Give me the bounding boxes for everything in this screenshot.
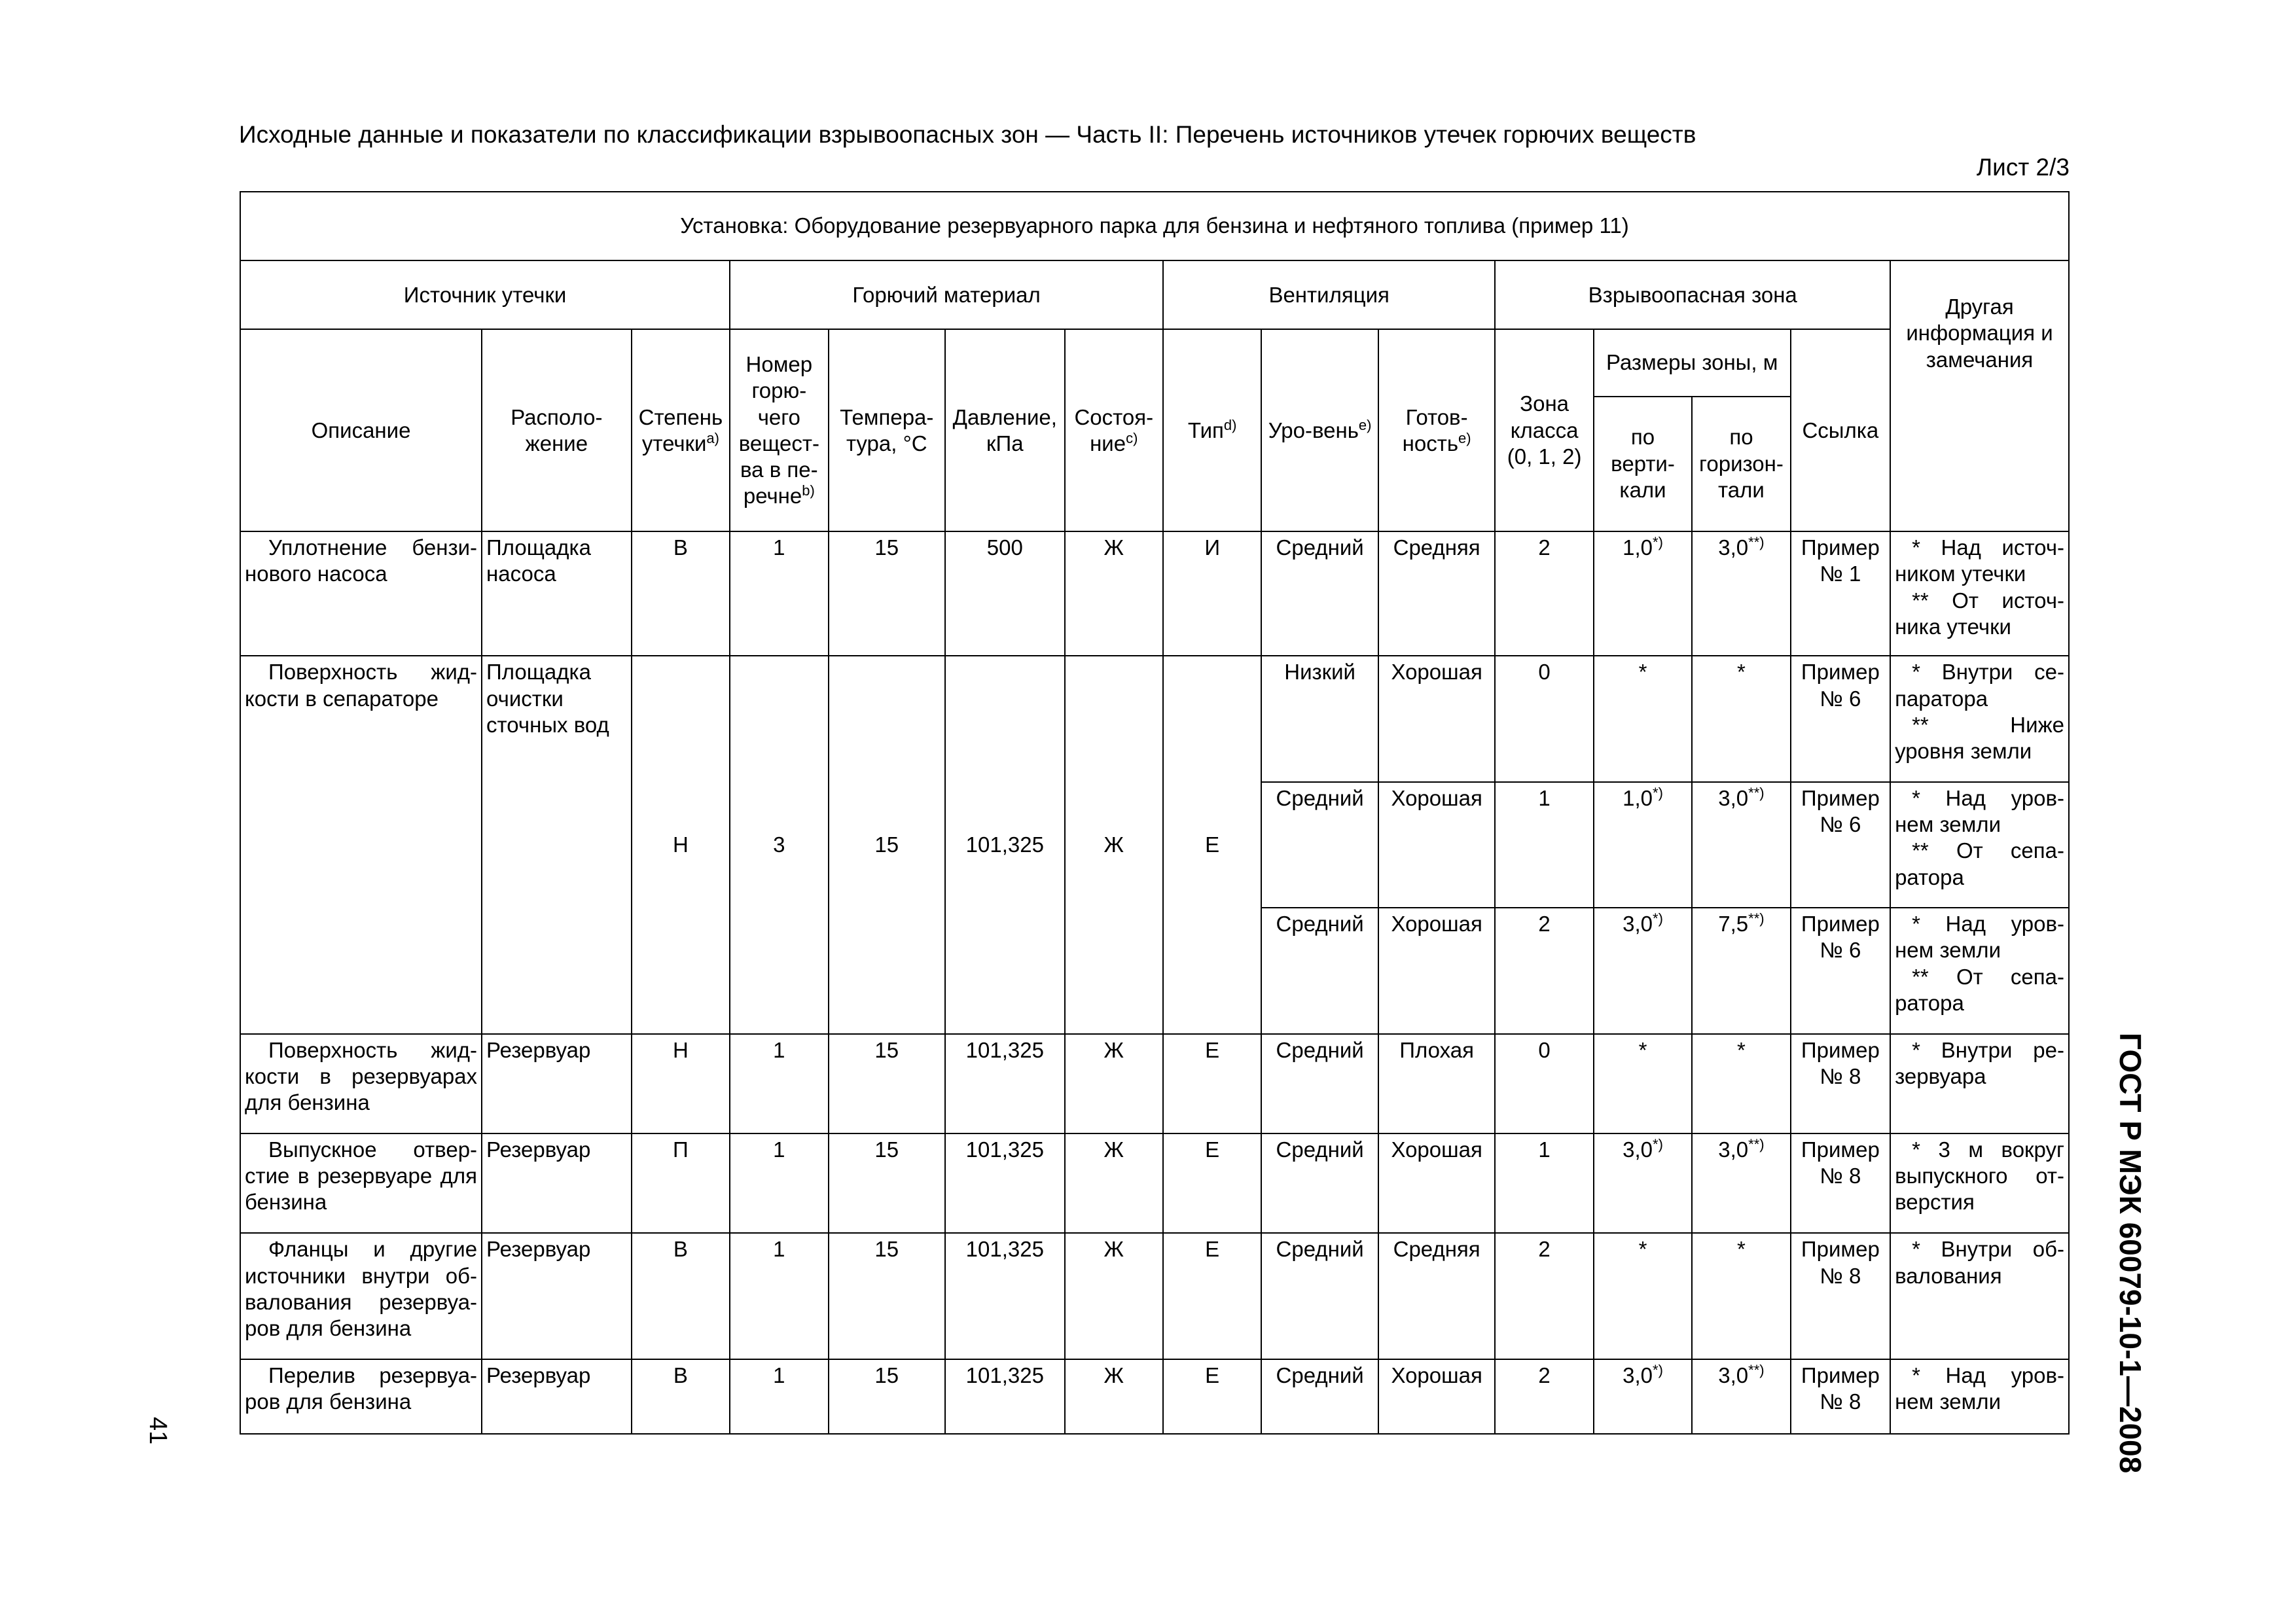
- cell-reference: Пример № 6: [1791, 656, 1890, 781]
- col-description: Описание: [240, 329, 482, 531]
- table-row: [240, 1034, 2069, 1133]
- col-reference: Ссылка: [1791, 329, 1890, 531]
- cell-state: Ж: [1065, 656, 1163, 1033]
- cell-degree: Н: [632, 1034, 730, 1133]
- cell-location: Площадка насоса: [482, 531, 632, 656]
- cell-level: Средний: [1261, 1034, 1378, 1133]
- table-row: [240, 1359, 2069, 1434]
- cell-state: Ж: [1065, 1133, 1163, 1233]
- cell-reference: Пример № 8: [1791, 1359, 1890, 1434]
- cell-reference: Пример № 6: [1791, 908, 1890, 1033]
- cell-zone-class: 1: [1495, 782, 1593, 908]
- cell-horizontal: 7,5**): [1692, 908, 1790, 1033]
- cell-pressure: 101,325: [945, 1133, 1065, 1233]
- cell-temperature: 15: [829, 531, 946, 656]
- cell-level: Низкий: [1261, 656, 1378, 781]
- cell-temperature: 15: [829, 1034, 946, 1133]
- cell-reference: Пример № 8: [1791, 1133, 1890, 1233]
- cell-zone-class: 0: [1495, 656, 1593, 781]
- cell-type: Е: [1163, 1133, 1261, 1233]
- cell-zone-class: 2: [1495, 1233, 1593, 1359]
- cell-note: * Над уров-нем земли ** От сепа-ратора: [1890, 908, 2069, 1033]
- cell-horizontal: 3,0**): [1692, 1133, 1790, 1233]
- cell-vertical: 1,0*): [1594, 531, 1692, 656]
- group-source: Источник утечки: [240, 260, 730, 329]
- table-row: [240, 531, 2069, 656]
- col-temperature: Темпера-тура, °С: [829, 329, 946, 531]
- cell-substance-no: 1: [730, 1359, 828, 1434]
- cell-vertical: 3,0*): [1594, 1133, 1692, 1233]
- table-row: [240, 1233, 2069, 1359]
- group-material: Горючий материал: [730, 260, 1163, 329]
- group-ventilation: Вентиляция: [1163, 260, 1495, 329]
- cell-vertical: 3,0*): [1594, 908, 1692, 1033]
- cell-temperature: 15: [829, 1233, 946, 1359]
- cell-level: Средний: [1261, 1233, 1378, 1359]
- cell-zone-class: 2: [1495, 908, 1593, 1033]
- cell-substance-no: 1: [730, 1034, 828, 1133]
- cell-level: Средний: [1261, 782, 1378, 908]
- cell-type: Е: [1163, 656, 1261, 1033]
- cell-type: Е: [1163, 1359, 1261, 1434]
- cell-location: Резервуар: [482, 1133, 632, 1233]
- cell-type: И: [1163, 531, 1261, 656]
- col-substance-no: Номер горю-чего вещест-ва в пе-речне$^{b)}$: [730, 329, 828, 531]
- cell-note: * Внутри се-паратора ** Ниже уровня земли: [1890, 656, 2069, 781]
- cell-pressure: 500: [945, 531, 1065, 656]
- cell-zone-class: 2: [1495, 1359, 1593, 1434]
- cell-degree: В: [632, 1233, 730, 1359]
- col-vertical: по верти-кали: [1594, 397, 1692, 531]
- cell-horizontal: 3,0**): [1692, 531, 1790, 656]
- cell-availability: Средняя: [1378, 1233, 1496, 1359]
- cell-vertical: 1,0*): [1594, 782, 1692, 908]
- cell-horizontal: 3,0**): [1692, 1359, 1790, 1434]
- cell-degree: Н: [632, 656, 730, 1033]
- cell-vertical: *: [1594, 1233, 1692, 1359]
- cell-reference: Пример № 6: [1791, 782, 1890, 908]
- col-pressure: Давление, кПа: [945, 329, 1065, 531]
- cell-substance-no: 1: [730, 531, 828, 656]
- cell-temperature: 15: [829, 1359, 946, 1434]
- cell-note: * 3 м вокруг выпускного от-верстия: [1890, 1133, 2069, 1233]
- cell-pressure: 101,325: [945, 656, 1065, 1033]
- cell-description: Перелив резервуа-ров для бензина: [240, 1359, 482, 1434]
- cell-description: Поверхность жид-кости в сепараторе: [240, 656, 482, 1033]
- cell-horizontal: 3,0**): [1692, 782, 1790, 908]
- cell-reference: Пример № 1: [1791, 531, 1890, 656]
- cell-degree: П: [632, 1133, 730, 1233]
- cell-zone-class: 2: [1495, 531, 1593, 656]
- cell-temperature: 15: [829, 1133, 946, 1233]
- cell-note: * Внутри ре-зервуара: [1890, 1034, 2069, 1133]
- cell-note: * Над уров-нем земли: [1890, 1359, 2069, 1434]
- cell-level: Средний: [1261, 1359, 1378, 1434]
- cell-type: Е: [1163, 1034, 1261, 1133]
- cell-description: Поверхность жид-кости в резервуарах для бензина: [240, 1034, 482, 1133]
- cell-temperature: 15: [829, 656, 946, 1033]
- cell-description: Фланцы и другие источники внутри об-валования резервуа-ров для бензина: [240, 1233, 482, 1359]
- group-zone: Взрывоопасная зона: [1495, 260, 1890, 329]
- cell-state: Ж: [1065, 1034, 1163, 1133]
- cell-horizontal: *: [1692, 1034, 1790, 1133]
- cell-note: * Над источ-ником утечки ** От источ-ника утечки: [1890, 531, 2069, 656]
- cell-reference: Пример № 8: [1791, 1233, 1890, 1359]
- cell-pressure: 101,325: [945, 1359, 1065, 1434]
- cell-location: Площадка очистки сточных вод: [482, 656, 632, 1033]
- cell-location: Резервуар: [482, 1034, 632, 1133]
- cell-degree: В: [632, 531, 730, 656]
- cell-availability: Хорошая: [1378, 782, 1496, 908]
- cell-type: Е: [1163, 1233, 1261, 1359]
- cell-availability: Хорошая: [1378, 656, 1496, 781]
- cell-description: Уплотнение бензи-нового насоса: [240, 531, 482, 656]
- document-title: Исходные данные и показатели по классификации взрывоопасных зон — Часть II: Перечень источников утечек горючих веществ: [239, 121, 1696, 148]
- cell-vertical: *: [1594, 1034, 1692, 1133]
- cell-availability: Плохая: [1378, 1034, 1496, 1133]
- col-level: Уро-вень$^{e)}$: [1261, 329, 1378, 531]
- page-number: 41: [144, 1417, 171, 1445]
- cell-horizontal: *: [1692, 656, 1790, 781]
- cell-level: Средний: [1261, 1133, 1378, 1233]
- cell-substance-no: 1: [730, 1133, 828, 1233]
- cell-zone-class: 1: [1495, 1133, 1593, 1233]
- col-location: Располо-жение: [482, 329, 632, 531]
- cell-availability: Хорошая: [1378, 1359, 1496, 1434]
- table-row: [240, 1133, 2069, 1233]
- standard-code: ГОСТ Р МЭК 60079-10-1—2008: [2113, 1033, 2147, 1474]
- cell-note: * Внутри об-валования: [1890, 1233, 2069, 1359]
- cell-level: Средний: [1261, 908, 1378, 1033]
- col-degree: Степень утечки$^{a)}$: [632, 329, 730, 531]
- cell-vertical: *: [1594, 656, 1692, 781]
- cell-state: Ж: [1065, 531, 1163, 656]
- cell-pressure: 101,325: [945, 1233, 1065, 1359]
- cell-reference: Пример № 8: [1791, 1034, 1890, 1133]
- col-horizontal: по горизон-тали: [1692, 397, 1790, 531]
- cell-level: Средний: [1261, 531, 1378, 656]
- col-zone-sizes: Размеры зоны, м: [1594, 329, 1791, 396]
- table-row: [240, 656, 2069, 781]
- cell-location: Резервуар: [482, 1359, 632, 1434]
- cell-description: Выпускное отвер-стие в резервуаре для бензина: [240, 1133, 482, 1233]
- installation-title: Установка: Оборудование резервуарного парка для бензина и нефтяного топлива (пример 11): [240, 192, 2069, 260]
- cell-pressure: 101,325: [945, 1034, 1065, 1133]
- col-availability: Готов-ность$^{e)}$: [1378, 329, 1496, 531]
- sheet-number: Лист 2/3: [1976, 154, 2070, 181]
- leak-sources-table: [240, 191, 2070, 1435]
- cell-zone-class: 0: [1495, 1034, 1593, 1133]
- cell-note: * Над уров-нем земли ** От сепа-ратора: [1890, 782, 2069, 908]
- col-other: Другая информация и замечания: [1890, 260, 2069, 531]
- cell-availability: Хорошая: [1378, 1133, 1496, 1233]
- cell-state: Ж: [1065, 1359, 1163, 1434]
- col-state: Состоя-ние$^{c)}$: [1065, 329, 1163, 531]
- cell-availability: Средняя: [1378, 531, 1496, 656]
- cell-availability: Хорошая: [1378, 908, 1496, 1033]
- col-zone-class: Зона класса (0, 1, 2): [1495, 329, 1593, 531]
- cell-substance-no: 3: [730, 656, 828, 1033]
- cell-state: Ж: [1065, 1233, 1163, 1359]
- col-type: Тип$^{d)}$: [1163, 329, 1261, 531]
- cell-horizontal: *: [1692, 1233, 1790, 1359]
- cell-degree: В: [632, 1359, 730, 1434]
- cell-vertical: 3,0*): [1594, 1359, 1692, 1434]
- cell-location: Резервуар: [482, 1233, 632, 1359]
- cell-substance-no: 1: [730, 1233, 828, 1359]
